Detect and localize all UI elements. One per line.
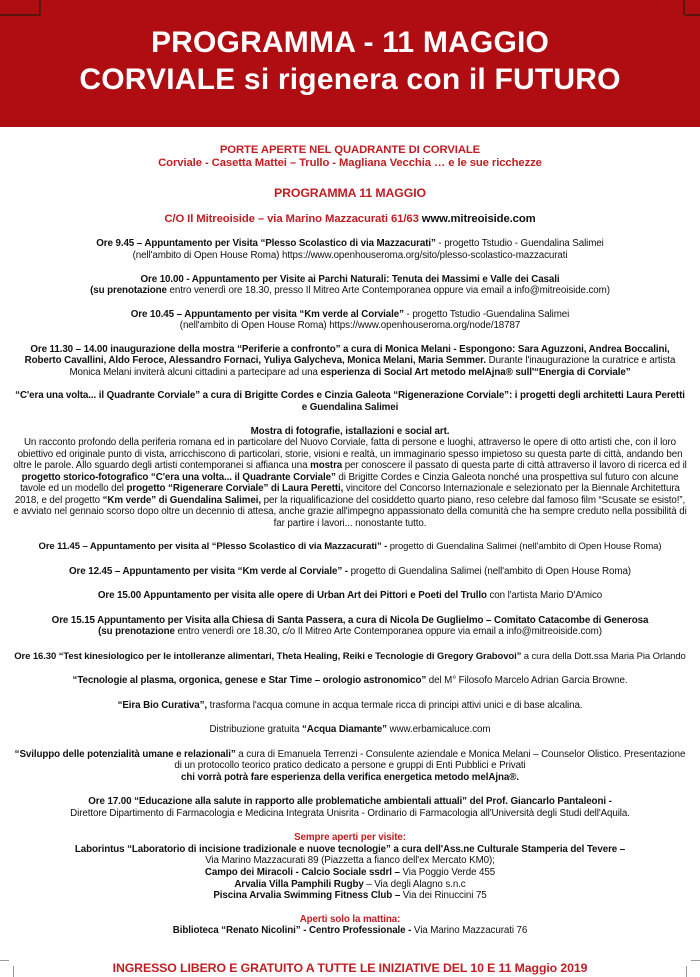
text-run: – Via degli Alagno s.n.c	[363, 878, 466, 890]
paragraph-26	[13, 914, 687, 926]
bold-text-run: Ore 16.30 “Test kinesiologico per le intolleranze alimentari, Theta Healing, Reiki e Tecnologie di Gregory Grabovoi”	[14, 650, 522, 662]
text-run: - progetto Tstudio -Guendalina Salimei	[406, 308, 570, 320]
bold-text-run: (su prenotazione	[98, 626, 175, 638]
bold-text-run: Ore 11.30 – 14.00 inaugurazione della mostra “Periferie a confronto” a cura di Monica Melani - Espongono: Sara Aguzzoni, Andrea Boccalini, Roberto Cavallini, Aldo Feroce, Alessandro Fornaci, Yuliya Galycheva, Monica Melani, Maria Semmer.	[24, 343, 670, 367]
crop-mark-bottom-left-horizontal	[0, 960, 9, 961]
crop-mark-top-left-horizontal	[0, 14, 40, 16]
crop-mark-top-left-vertical	[39, 0, 41, 15]
paragraph-14	[13, 615, 687, 638]
text-run: trasforma l'acqua comune in acqua termale ricca di principi attivi unici e di base alcalina.	[207, 699, 583, 711]
bold-text-run: (su prenotazione	[90, 285, 167, 297]
bold-text-run: Mostra di fotografie, istallazioni e social art.	[250, 425, 450, 437]
header-title-line1: PROGRAMMA - 11 MAGGIO	[150, 26, 550, 59]
paragraph-18	[13, 724, 687, 736]
paragraph-25	[13, 890, 687, 902]
bold-text-run: Piscina Arvalia Swimming Fitness Club –	[213, 890, 401, 902]
paragraph-20	[13, 796, 687, 819]
bold-text-run: esperienza di Social Art metodo melAjna® sull'“Energia di Corviale”	[320, 366, 631, 378]
red-text-run: PROGRAMMA 11 MAGGIO	[273, 185, 427, 200]
bold-text-run: “Sviluppo delle potenzialità umane e relazionali”	[14, 748, 236, 760]
paragraph-7	[13, 309, 687, 332]
bold-text-run: “Tecnologie al plasma, orgonica, genese e Star Time – orologio astronomico”	[72, 675, 427, 687]
paragraph-27	[13, 925, 687, 937]
bold-text-run: Ore 9.45 – Appuntamento per Visita “Plesso Scolastico di via Mazzacurati”	[96, 238, 439, 250]
paragraph-24	[13, 879, 687, 891]
paragraph-15	[13, 651, 687, 662]
text-run: Durante l'inaugurazione la curatrice e artista Monica Melani inviterà alcuni cittadini a partecipare ad una	[69, 355, 676, 378]
bold-text-run: progetto “Rigenerare Corviale” di Laura Peretti,	[126, 483, 344, 495]
bold-text-run: Arvalia Villa Pamphili Rugby	[234, 878, 364, 890]
text-run: progetto di Guendalina Salimei (nell'ambito di Open House Roma)	[347, 565, 631, 577]
text-run: del M° Filosofo Marcelo Adrian Garcia Browne.	[426, 675, 628, 687]
paragraph-16	[13, 675, 687, 687]
text-run: Direttore Dipartimento di Farmacologia e Medicina Integrata Unisrita - Ordinario di Farmacologia all'Università degli Studi dell'Aquila.	[70, 807, 630, 819]
text-run: (nell'ambito di Open House Roma) https://www.openhouseroma.org/sito/plesso-scolastico-mazzacurati	[132, 250, 568, 262]
text-run: entro venerdì ore 18.30, c/o Il Mitreo Arte Contemporanea oppure via email a info@mitreoiside.com)	[174, 626, 602, 638]
content	[0, 144, 700, 975]
paragraph-11	[13, 541, 687, 552]
header-banner	[0, 0, 700, 127]
bold-text-run: “Acqua Diamante”	[301, 724, 387, 736]
text-run: Via Marino Mazzacurati 89 (Piazzetta a fianco dell'ex Mercato KM0);	[205, 855, 495, 867]
text-run: Via dei Rinuccini 75	[400, 890, 487, 902]
paragraph-28	[13, 961, 687, 976]
red-text-run: C/O Il Mitreoiside – via Marino Mazzacurati 61/63	[164, 213, 422, 226]
paragraph-22	[13, 844, 687, 867]
red-text-run: Sempre aperti per visite:	[294, 832, 406, 844]
paragraph-3	[13, 186, 687, 201]
text-run: a cura della Dott.ssa Maria Pia Orlando	[521, 650, 686, 662]
text-run: di Brigitte Cordes e Cinzia Galeota nonché una prospettiva sul futuro con alcune tavole ed un modello del	[20, 471, 679, 495]
paragraph-1	[13, 144, 687, 157]
bold-text-run: www.mitreoiside.com	[421, 213, 536, 226]
paragraph-13	[13, 590, 687, 602]
red-text-run: INGRESSO LIBERO E GRATUITO A TUTTE LE INIZIATIVE DEL 10 E 11 Maggio 2019	[112, 960, 588, 975]
paragraph-21	[13, 832, 687, 844]
bold-text-run: Laborintus “Laboratorio di incisione tradizionale e nuove tecnologie” a cura dell'Ass.ne Culturale Stamperia del Tevere –	[74, 843, 626, 855]
paragraph-23	[13, 867, 687, 879]
paragraph-2	[13, 157, 687, 170]
bold-text-run: Campo dei Miracoli - Calcio Sociale ssdrl –	[204, 867, 400, 879]
red-text-run: Aperti solo la mattina:	[299, 913, 401, 925]
paragraph-10	[13, 426, 687, 530]
crop-mark-bottom-left-vertical	[13, 966, 14, 977]
bold-text-run: Ore 12.45 – Appuntamento per visita “Km verde al Corviale” -	[69, 565, 348, 577]
paragraph-4	[13, 213, 687, 226]
text-run: per la riqualificazione del cosiddetto quarto piano, reso celebre dal famoso film “Scusate se esisto!”, e avviato nel gennaio scorso dopo oltre un decennio di attesa, anche grazie all'impegno appassionato della comunità che ha sempre creduto nella possibilità di far partire i lavori... nonostante tutto.	[13, 494, 687, 529]
paragraph-9	[13, 390, 687, 413]
red-text-run: PORTE APERTE NEL QUADRANTE DI CORVIALE	[219, 144, 481, 156]
crop-mark-bottom-right-vertical	[686, 966, 687, 977]
text-run: - progetto Tstudio - Guendalina Salimei	[438, 238, 604, 250]
text-run: Distribuzione gratuita	[209, 724, 302, 736]
crop-mark-top-right-vertical	[683, 0, 685, 15]
bold-text-run: Ore 10.45 – Appuntamento per visita “Km verde al Corviale”	[130, 308, 407, 320]
text-run: vincitore del Concorso Internazionale e selezionato per la Biennale Architettura 2018, e del progetto	[14, 483, 680, 506]
bold-text-run: “C'era una volta... il Quadrante Corviale” a cura di Brigitte Cordes e Cinzia Galeota “Rigenerazione Corviale”: i progetti degli architetti Laura Peretti e Guendalina Salimei	[15, 390, 685, 413]
paragraph-17	[13, 700, 687, 712]
paragraph-12	[13, 566, 687, 578]
header-title-line2: CORVIALE si rigenera con il FUTURO	[79, 63, 621, 96]
text-run: Via Marino Mazzacurati 76	[411, 925, 528, 937]
bold-text-run: Ore 17.00 “Educazione alla salute in rapporto alle problematiche ambientali attuali” del Prof. Giancarlo Pantaleoni -	[88, 796, 612, 808]
paragraph-8	[13, 344, 687, 379]
crop-mark-top-right-horizontal	[685, 14, 700, 16]
text-run: (nell'ambito di Open House Roma) https://www.openhouseroma.org/node/18787	[179, 320, 521, 332]
paragraph-5	[13, 238, 687, 261]
paragraph-19	[13, 749, 687, 784]
text-run: con l'artista Mario D'Amico	[486, 590, 603, 602]
text-run: progetto di Guendalina Salimei (nell'ambito di Open House Roma)	[387, 541, 662, 553]
text-run: www.erbamicaluce.com	[386, 724, 491, 736]
text-run: Via Poggio Verde 455	[399, 867, 496, 879]
red-text-run: Corviale - Casetta Mattei – Trullo - Magliana Vecchia … e le sue ricchezze	[158, 157, 542, 170]
bold-text-run: Ore 11.45 – Appuntamento per visita al “Plesso Scolastico di via Mazzacurati” -	[38, 541, 388, 553]
bold-text-run: “Eira Bio Curativa”,	[117, 699, 208, 711]
text-run: per conoscere il passato di questa parte di città attraverso il lavoro di ricerca ed il	[342, 460, 687, 472]
bold-text-run: Ore 15.00 Appuntamento per visita alle opere di Urban Art dei Pittori e Poeti del Trullo	[97, 590, 487, 602]
bold-text-run: Ore 15.15 Appuntamento per Visita alla Chiesa di Santa Passera, a cura di Nicola De Guglielmo – Comitato Catacombe di Generosa	[51, 614, 649, 626]
bold-text-run: “Km verde” di Guendalina Salimei,	[102, 494, 262, 506]
text-run: a cura di Emanuela Terrenzi - Consulente aziendale e Monica Melani – Counselor Olistico. Presentazione di un protocollo teorico pratico dedicato a persone e gruppi di Enti Pubblici e Privati	[174, 748, 686, 772]
paragraph-6	[13, 274, 687, 297]
bold-text-run: chi vorrà potrà fare esperienza della verifica energetica metodo melAjna®.	[181, 771, 519, 783]
bold-text-run: Ore 10.00 - Appuntamento per Visite ai Parchi Naturali: Tenuta dei Massimi e Valle dei Casali	[140, 273, 560, 285]
bold-text-run: progetto storico-fotografico “C'era una volta... il Quadrante Corviale”	[21, 471, 336, 483]
bold-text-run: mostra	[310, 460, 343, 472]
crop-mark-bottom-right-horizontal	[691, 960, 700, 961]
text-run: Un racconto profondo della periferia romana ed in particolare del Nuovo Corviale, fatta di persone e luoghi, attraverso le opere di otto artisti che, con il loro obiettivo ed originale punto di vista, arricchiscono di particolari, storie, visioni e realtà, un immaginario spesso impietoso su questa parte di città, andando ben oltre le parole. Allo sguardo degli artisti contemporanei si affianca una	[13, 437, 683, 472]
bold-text-run: Biblioteca “Renato Nicolini” - Centro Professionale -	[172, 925, 412, 937]
text-run: entro venerdì ore 18.30, presso Il Mitreo Arte Contemporanea oppure via email a info@mitreoiside.com)	[166, 285, 610, 297]
